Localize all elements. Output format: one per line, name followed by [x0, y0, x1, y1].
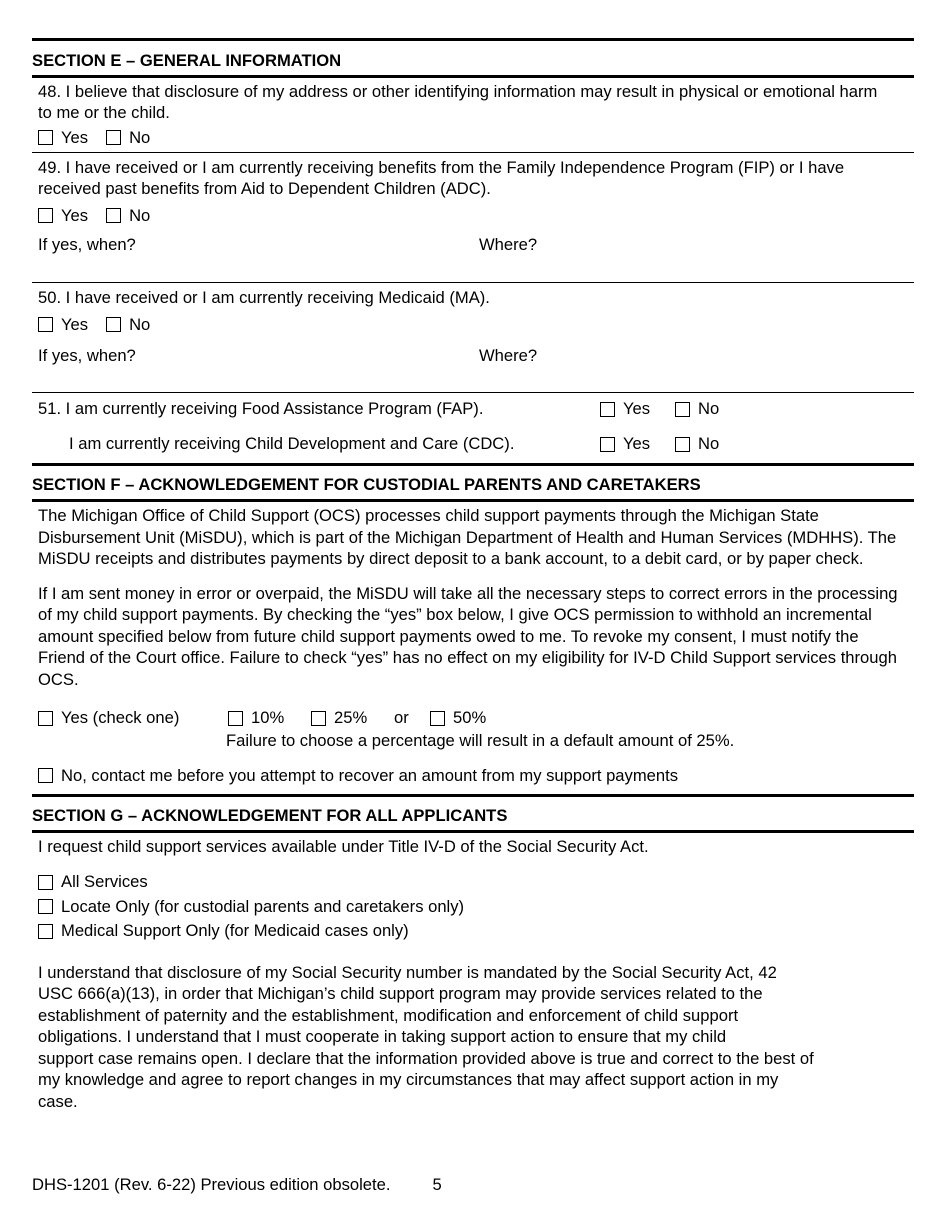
q50-no-label: No	[129, 315, 151, 334]
ssn-line: establishment of paternity and the establishment, modification and enforcement of child support	[38, 1005, 739, 1025]
all-services-checkbox[interactable]	[38, 875, 53, 890]
form-page	[32, 38, 914, 1112]
q49-when-label: If yes, when?	[38, 235, 136, 254]
ssn-line: I understand that disclosure of my Social Security number is mandated by the Social Security Act, 42	[38, 962, 777, 982]
overpayment-no-label: No, contact me before you attempt to recover an amount from my support payments	[61, 766, 679, 785]
ssn-line: obligations. I understand that I must cooperate in taking support action to ensure that my child	[38, 1027, 727, 1046]
q50-no-checkbox[interactable]	[106, 317, 121, 332]
q51-cdc-yes-checkbox[interactable]	[600, 437, 615, 452]
question-50	[32, 283, 914, 392]
section-f-paragraph-1: The Michigan Office of Child Support (OCS) processes child support payments through the Michigan State Disbursement Unit (MiSDU), which is part of the Michigan Department of Health and Human Services (MDHHS). The MiSDU receipts and distributes payments by direct deposit to a bank account, to a debit card, or by paper check.	[38, 506, 897, 568]
section-f-paragraph-2: If I am sent money in error or overpaid, the MiSDU will take all the necessary steps to correct errors in the processing of my child support payments. By checking the “yes” box below, I give OCS permission to withhold an incremental amount specified below from future child support payments owed to me. To revoke my consent, I must notify the Friend of the Court office. Failure to check “yes” has no effect on my eligibility for IV-D Child Support services through OCS.	[38, 583, 898, 689]
ssn-line: USC 666(a)(13), in order that Michigan’s child support program may provide services related to the	[38, 984, 763, 1003]
ssn-line: support case remains open. I declare that the information provided above is true and correct to the best of	[38, 1048, 814, 1068]
q51-fap-yes-label: Yes	[623, 399, 651, 418]
ssn-disclosure-paragraph	[38, 962, 918, 1113]
pct-50-label: 50%	[453, 708, 487, 727]
question-51-cdc-text: I am currently receiving Child Development and Care (CDC).	[69, 434, 515, 453]
form-number: DHS-1201 (Rev. 6-22) Previous edition obsolete.	[32, 1175, 391, 1194]
question-51-fap-text: 51. I am currently receiving Food Assistance Program (FAP).	[38, 399, 484, 418]
pct-10-checkbox[interactable]	[228, 711, 243, 726]
q50-when-label: If yes, when?	[38, 346, 136, 365]
section-g-title: SECTION G – ACKNOWLEDGEMENT FOR ALL APPLICANTS	[32, 794, 914, 833]
q51-cdc-no-label: No	[698, 434, 720, 453]
pct-25-checkbox[interactable]	[311, 711, 326, 726]
section-g-body	[32, 833, 914, 1112]
question-48	[32, 78, 914, 152]
ssn-line: my knowledge and agree to report changes in my circumstances that may affect support action in my	[38, 1070, 779, 1089]
section-g-intro: I request child support services available under Title IV-D of the Social Security Act.	[38, 837, 649, 856]
medical-support-only-label: Medical Support Only (for Medicaid cases only)	[61, 921, 409, 940]
all-services-label: All Services	[61, 872, 148, 891]
q50-yes-label: Yes	[61, 315, 89, 334]
q48-yes-checkbox[interactable]	[38, 130, 53, 145]
page-number: 5	[432, 1175, 442, 1194]
ssn-line: case.	[38, 1091, 78, 1111]
q49-yes-label: Yes	[61, 206, 89, 225]
q51-fap-no-checkbox[interactable]	[675, 402, 690, 417]
q48-no-label: No	[129, 128, 151, 147]
pct-25-label: 25%	[334, 708, 368, 727]
q49-no-checkbox[interactable]	[106, 208, 121, 223]
overpayment-yes-label: Yes (check one)	[61, 708, 180, 727]
q51-cdc-no-checkbox[interactable]	[675, 437, 690, 452]
q50-where-label: Where?	[479, 346, 538, 365]
section-f-title: SECTION F – ACKNOWLEDGEMENT FOR CUSTODIAL PARENTS AND CARETAKERS	[32, 463, 914, 502]
question-48-text: 48. I believe that disclosure of my address or other identifying information may result in physical or emotional harm to me or the child.	[38, 82, 878, 122]
question-51	[32, 393, 914, 463]
locate-only-label: Locate Only (for custodial parents and caretakers only)	[61, 896, 465, 916]
question-50-text: 50. I have received or I am currently receiving Medicaid (MA).	[38, 288, 490, 307]
q51-cdc-yes-label: Yes	[623, 434, 651, 453]
overpayment-no-checkbox[interactable]	[38, 768, 53, 783]
q51-fap-yes-checkbox[interactable]	[600, 402, 615, 417]
overpayment-yes-checkbox[interactable]	[38, 711, 53, 726]
question-49	[32, 153, 914, 282]
section-e-title: SECTION E – GENERAL INFORMATION	[32, 38, 914, 78]
q49-where-label: Where?	[479, 235, 538, 254]
q48-yes-label: Yes	[61, 128, 89, 147]
pct-50-checkbox[interactable]	[430, 711, 445, 726]
locate-only-checkbox[interactable]	[38, 899, 53, 914]
default-percentage-note: Failure to choose a percentage will result in a default amount of 25%.	[226, 731, 735, 750]
q48-no-checkbox[interactable]	[106, 130, 121, 145]
question-49-text: 49. I have received or I am currently receiving benefits from the Family Independence Program (FIP) or I have received past benefits from Aid to Dependent Children (ADC).	[38, 158, 845, 198]
section-f-body	[32, 502, 914, 794]
or-label: or	[394, 708, 409, 727]
pct-10-label: 10%	[251, 708, 285, 727]
medical-support-only-checkbox[interactable]	[38, 924, 53, 939]
q51-fap-no-label: No	[698, 399, 720, 418]
page-footer	[32, 1175, 442, 1195]
q49-no-label: No	[129, 206, 151, 225]
q49-yes-checkbox[interactable]	[38, 208, 53, 223]
q50-yes-checkbox[interactable]	[38, 317, 53, 332]
